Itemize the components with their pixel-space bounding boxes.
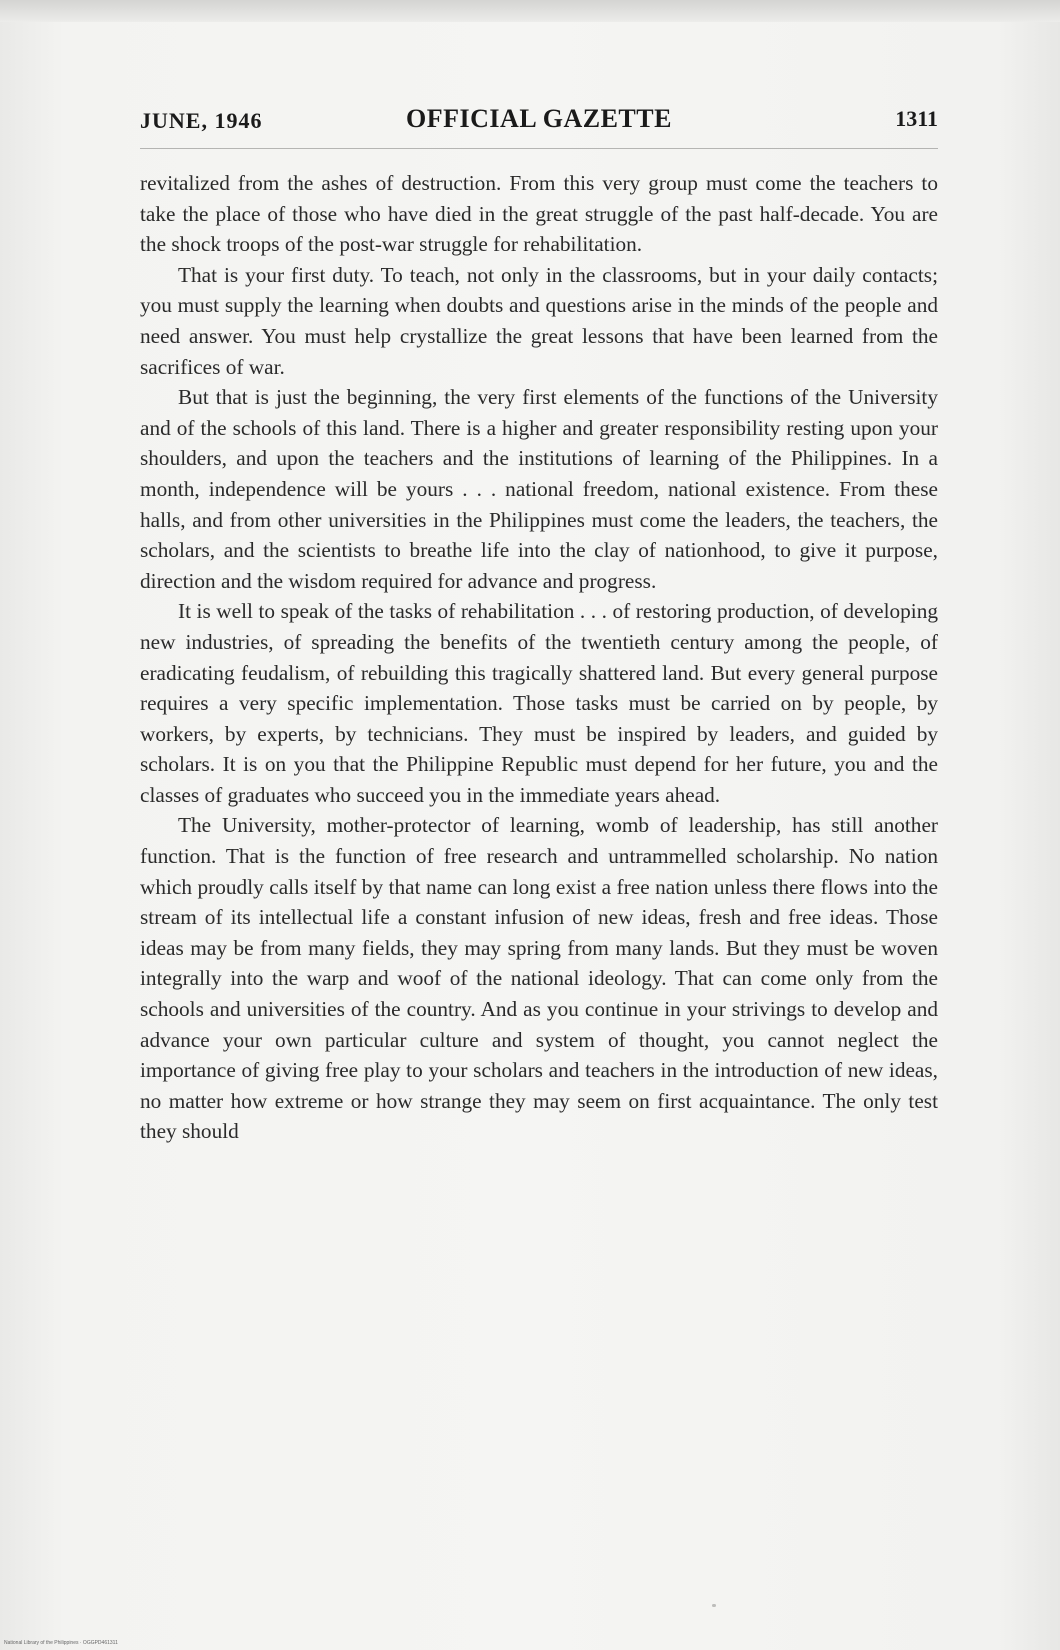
running-header <box>140 104 938 144</box>
paragraph-2: That is your first duty. To teach, not only in the classrooms, but in your daily contacts; you must supply the learning when doubts and questions arise in the minds of the people and need answer. You must help crystallize the great lessons that have been learned from the sacrifices of war. <box>140 262 938 379</box>
header-title: OFFICIAL GAZETTE <box>406 104 672 133</box>
page-number: 1311 <box>895 106 938 131</box>
header-date: JUNE, 1946 <box>140 108 263 133</box>
paragraph-1: revitalized from the ashes of destruction. From this very group must come the teachers to take the place of those who have died in the great struggle of the past half-decade. You are the shock troops of the post-war struggle for rehabilitation. <box>140 171 938 257</box>
paragraph-5: The University, mother-protector of learning, womb of leadership, has still another function. That is the function of free research and untrammelled scholarship. No nation which proudly calls itself by that name can long exist a free nation unless there flows into the stream of its intellectual life a constant infusion of new ideas, fresh and free ideas. Those ideas may be from many fields, they may spring from many lands. But they must be woven integrally into the warp and woof of the national ideology. That can come only from the schools and universities of the country. And as you continue in your strivings to develop and advance your own particular culture and system of thought, you cannot neglect the importance of giving free play to your scholars and teachers in the introduction of new ideas, no matter how extreme or how strange they may seem on first acquaintance. The only test they should <box>140 813 938 1144</box>
scan-speck <box>712 1604 716 1607</box>
scan-top-shadow <box>0 0 1060 22</box>
paragraph-4: It is well to speak of the tasks of rehabilitation . . . of restoring production, of developing new industries, of spreading the benefits of the twentieth century among the people, of eradicating feudalism, of rebuilding this tragically shattered land. But every general purpose requires a very specific implementation. Those tasks must be carried on by people, by workers, by experts, by technicians. They must be inspired by leaders, and guided by scholars. It is on you that the Philippine Republic must depend for her future, you and the classes of graduates who succeed you in the immediate years ahead. <box>140 599 938 807</box>
source-note: National Library of the Philippines · OGGPD461311 <box>4 1640 118 1646</box>
header-rule <box>140 148 938 149</box>
article-body <box>140 168 938 1147</box>
paragraph-3: But that is just the beginning, the very first elements of the functions of the University and of the schools of this land. There is a higher and greater responsibility resting upon your shoulders, and upon the teachers and the institutions of learning of the Philippines. In a month, independence will be yours . . . national freedom, national existence. From these halls, and from other universities in the Philippines must come the leaders, the teachers, the scholars, and the scientists to breathe life into the clay of nationhood, to give it purpose, direction and the wisdom required for advance and progress. <box>140 385 938 593</box>
